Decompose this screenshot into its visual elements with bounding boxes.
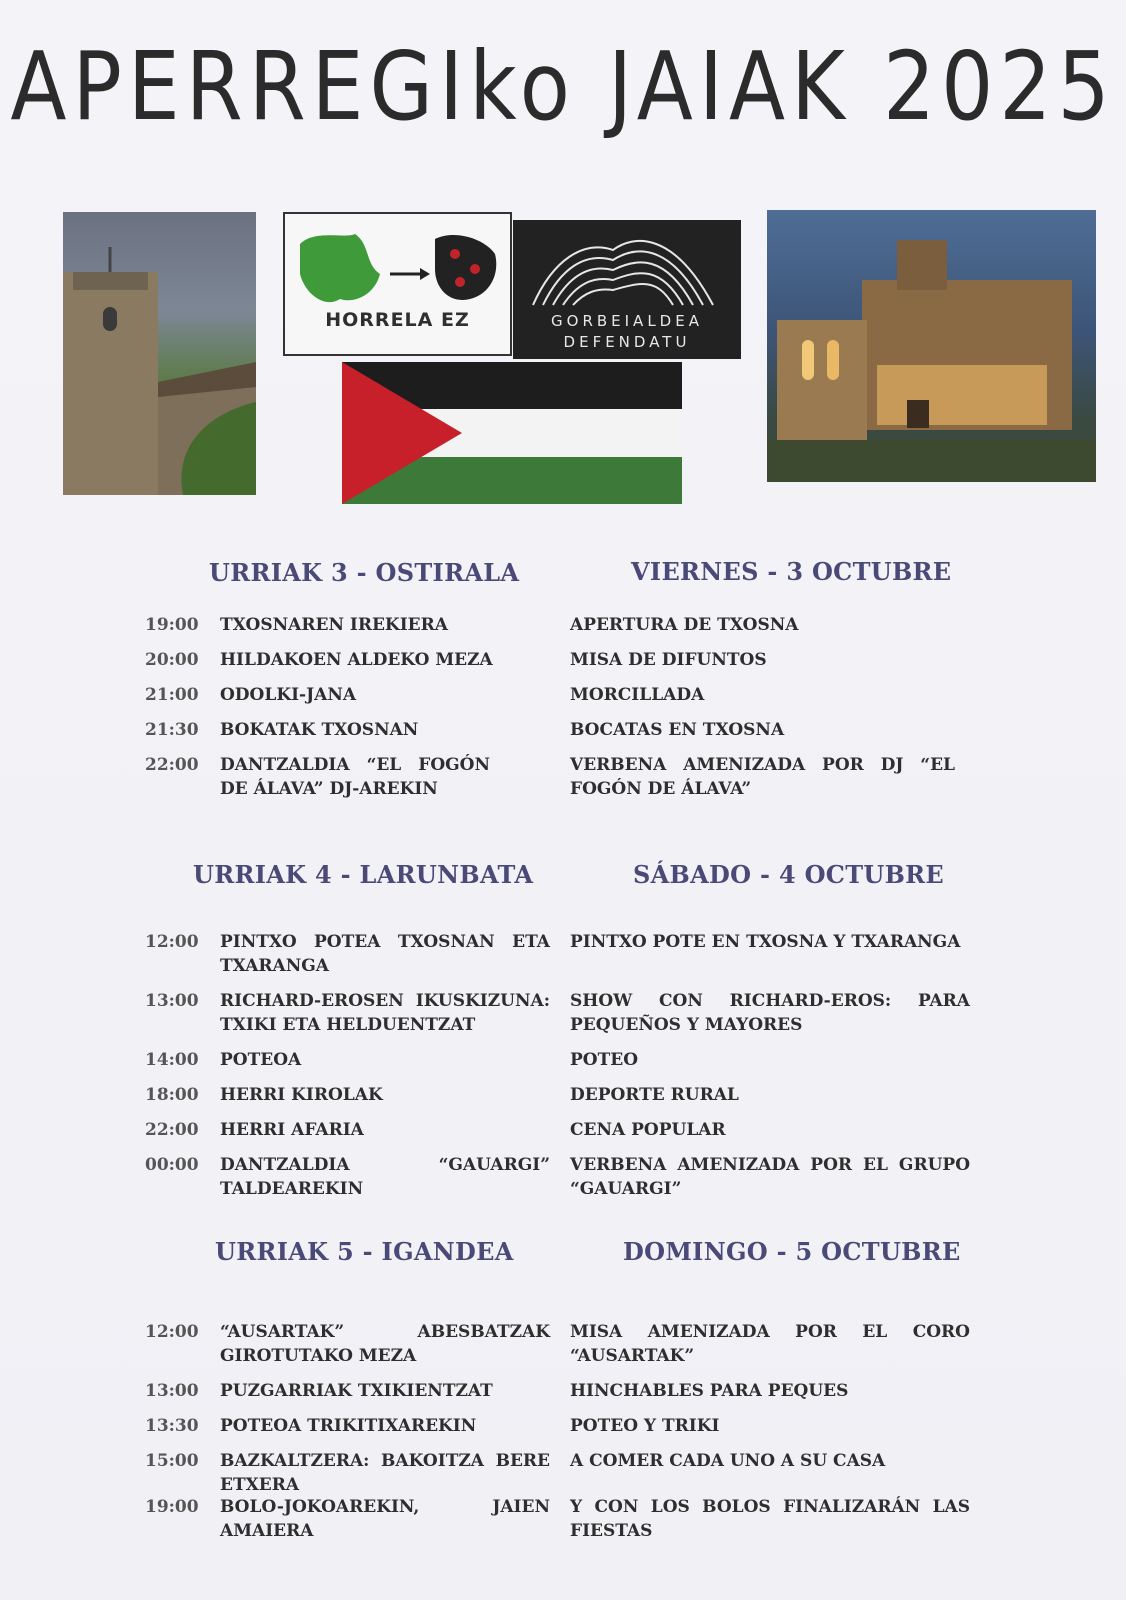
horrela-ez-text: HORRELA EZ <box>325 309 470 331</box>
event-time: 12:00 <box>145 932 199 952</box>
event-eu: HERRI AFARIA <box>220 1120 364 1140</box>
church-photo-right <box>767 210 1096 482</box>
event-eu: PINTXO POTEA TXOSNAN ETA TXARANGA <box>220 932 550 976</box>
event-time: 22:00 <box>145 1120 199 1140</box>
event-es: Y CON LOS BOLOS FINALIZARÁN LAS FIESTAS <box>570 1497 970 1541</box>
event-time: 18:00 <box>145 1085 199 1105</box>
event-eu: POTEOA <box>220 1050 302 1070</box>
event-time: 22:00 <box>145 755 199 775</box>
event-es: APERTURA DE TXOSNA <box>570 615 799 635</box>
event-eu: DANTZALDIA “EL FOGÓN DE ÁLAVA” DJ-AREKIN <box>220 755 490 799</box>
horrela-ez-logo <box>283 212 512 356</box>
event-time: 19:00 <box>145 615 199 635</box>
event-eu: “AUSARTAK” ABESBATZAK GIROTUTAKO MEZA <box>220 1322 550 1366</box>
event-eu: BOKATAK TXOSNAN <box>220 720 419 740</box>
event-es: POTEO Y TRIKI <box>570 1416 720 1436</box>
event-eu: BOLO-JOKOAREKIN, JAIEN AMAIERA <box>220 1497 550 1541</box>
day2-eu-title: URRIAK 4 - LARUNBATA <box>193 860 534 889</box>
event-es: PINTXO POTE EN TXOSNA Y TXARANGA <box>570 932 961 952</box>
event-time: 13:00 <box>145 991 199 1011</box>
day1-eu-title: URRIAK 3 - OSTIRALA <box>209 558 520 587</box>
day2-es-title: SÁBADO - 4 OCTUBRE <box>633 860 945 889</box>
event-time: 21:30 <box>145 720 199 740</box>
event-es: CENA POPULAR <box>570 1120 726 1140</box>
event-es: VERBENA AMENIZADA POR DJ “EL FOGÓN DE ÁLAVA” <box>570 755 955 799</box>
event-es: MORCILLADA <box>570 685 705 705</box>
event-eu: RICHARD-EROSEN IKUSKIZUNA: TXIKI ETA HELDUENTZAT <box>220 991 550 1035</box>
event-eu: BAZKALTZERA: BAKOITZA BERE ETXERA <box>220 1451 550 1495</box>
event-time: 13:30 <box>145 1416 199 1436</box>
event-es: VERBENA AMENIZADA POR EL GRUPO “GAUARGI” <box>570 1155 970 1199</box>
church-photo-left <box>63 212 256 495</box>
event-es: SHOW CON RICHARD-EROS: PARA PEQUEÑOS Y MAYORES <box>570 991 970 1035</box>
event-eu: HERRI KIROLAK <box>220 1085 383 1105</box>
event-eu: DANTZALDIA “GAUARGI” TALDEAREKIN <box>220 1155 550 1199</box>
event-eu: PUZGARRIAK TXIKIENTZAT <box>220 1381 493 1401</box>
event-time: 14:00 <box>145 1050 199 1070</box>
day1-es-title: VIERNES - 3 OCTUBRE <box>631 557 952 586</box>
event-time: 12:00 <box>145 1322 199 1342</box>
event-eu: TXOSNAREN IREKIERA <box>220 615 448 635</box>
event-es: HINCHABLES PARA PEQUES <box>570 1381 849 1401</box>
event-time: 13:00 <box>145 1381 199 1401</box>
poster-title: APERREGIko JAIAK 2025 <box>10 32 1116 143</box>
event-eu: HILDAKOEN ALDEKO MEZA <box>220 650 493 670</box>
event-time: 00:00 <box>145 1155 199 1175</box>
event-es: POTEO <box>570 1050 639 1070</box>
event-es: DEPORTE RURAL <box>570 1085 739 1105</box>
event-es: BOCATAS EN TXOSNA <box>570 720 785 740</box>
event-es: MISA DE DIFUNTOS <box>570 650 767 670</box>
gorbeialdea-text: GORBEIALDEA <box>551 312 703 330</box>
event-eu: POTEOA TRIKITIXAREKIN <box>220 1416 477 1436</box>
event-es: A COMER CADA UNO A SU CASA <box>570 1451 886 1471</box>
day3-eu-title: URRIAK 5 - IGANDEA <box>215 1237 514 1266</box>
event-time: 21:00 <box>145 685 199 705</box>
palestine-flag <box>342 362 682 504</box>
event-es: MISA AMENIZADA POR EL CORO “AUSARTAK” <box>570 1322 970 1366</box>
event-eu: ODOLKI-JANA <box>220 685 357 705</box>
day3-es-title: DOMINGO - 5 OCTUBRE <box>623 1237 961 1266</box>
event-time: 19:00 <box>145 1497 199 1517</box>
defendatu-text: DEFENDATU <box>563 333 691 351</box>
event-time: 20:00 <box>145 650 199 670</box>
gorbeialdea-defendatu-logo <box>513 220 741 359</box>
event-time: 15:00 <box>145 1451 199 1471</box>
